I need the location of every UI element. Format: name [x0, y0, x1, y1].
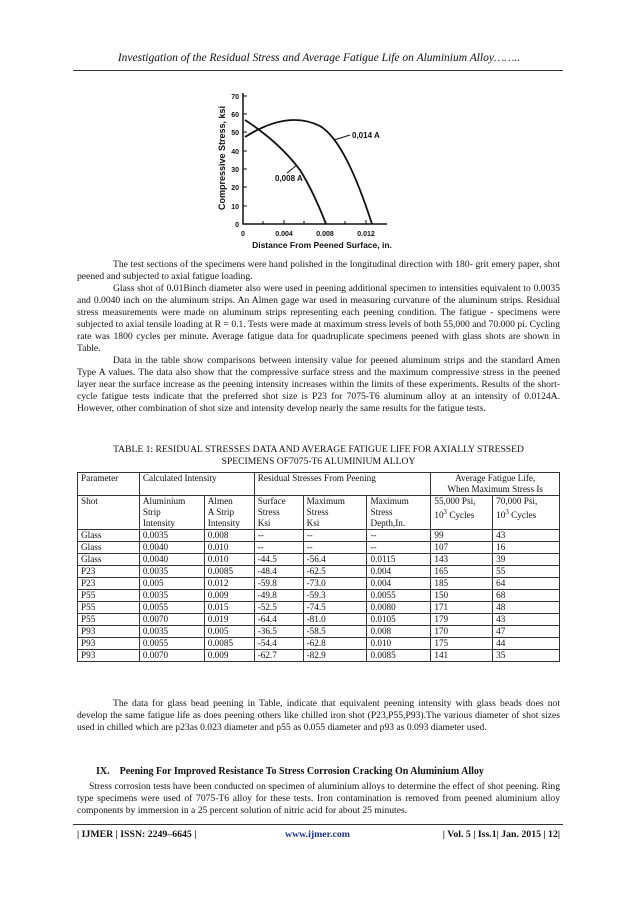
footer-volume: | Vol. 5 | Iss.1| Jan. 2015 | 12|: [442, 829, 560, 840]
header-line: Depth,In.: [370, 518, 406, 528]
stress-depth-figure: [205, 78, 420, 253]
table-row: [78, 650, 560, 662]
table-body: [78, 530, 560, 662]
x-tick-label: 0: [241, 231, 245, 238]
header-maximum-stress: [303, 496, 367, 530]
table-cell: 0.009: [204, 590, 254, 602]
table-cell: 35: [493, 650, 560, 662]
footer-journal: | IJMER | ISSN: 2249–6645 |: [77, 829, 197, 840]
header-line: Maximum: [306, 496, 345, 506]
table-cell: -58.5: [303, 626, 367, 638]
table-cell: -44.5: [254, 554, 303, 566]
table-cell: P23: [78, 578, 140, 590]
header-surface-stress: [254, 496, 303, 530]
paragraph-glass-bead: The data for glass bead peening in Table, indicate that equivalent peening intensity with glass beads does not develop the same fatigue life as does peening others like chilled iron shot (P23,P55,P93).The various diameter of shot sizes used in chilled which are p23as 0.023 diameter and p55 as 0.055 diameter and p93 as 0.093 diameter used.: [77, 698, 560, 733]
table-cell: P55: [78, 614, 140, 626]
paragraph-test-sections: The test sections of the specimens were hand polished in the longitudinal direction with 180- grit emery paper, shot peened and subjected to axial fatigue loading.: [77, 259, 560, 282]
paragraph-stress-corrosion: Stress corrosion tests have been conducted on specimen of aluminium alloys to determine the effect of shot peening. Ring type specimens were used of 7075-T6 alloy for these tests. Iron contamination is removed from peened aluminium alloy components by immersion in a 25 percent solution of nitric acid for about 25 minutes.: [77, 781, 560, 816]
table-cell: 107: [431, 542, 493, 554]
header-70000-psi: [493, 496, 560, 530]
table-cell: -62.8: [303, 638, 367, 650]
header-shot: Shot: [78, 496, 140, 530]
table-sub-header-row: [78, 496, 560, 530]
power-base: 10: [496, 510, 506, 521]
header-line: Ksi: [257, 518, 271, 528]
table-cell: 0.004: [367, 578, 431, 590]
table-cell: Glass: [78, 554, 140, 566]
table-cell: 0.0085: [204, 566, 254, 578]
curve-label-0014: 0,014 A: [352, 131, 380, 140]
table-cell: 0.0080: [367, 602, 431, 614]
table-cell: --: [303, 542, 367, 554]
table-cell: -73.0: [303, 578, 367, 590]
table-row: [78, 578, 560, 590]
table-cell: -36.5: [254, 626, 303, 638]
header-55000-psi: [431, 496, 493, 530]
table-cell: 0.0085: [367, 650, 431, 662]
table-cell: -82.9: [303, 650, 367, 662]
table-cell: -62.7: [254, 650, 303, 662]
table-cell: --: [303, 530, 367, 542]
table-cell: 64: [493, 578, 560, 590]
table-row: [78, 590, 560, 602]
table-cell: 0.0035: [139, 566, 204, 578]
table-caption: [77, 444, 560, 467]
table-cell: 0.010: [204, 542, 254, 554]
x-tick-label: 0.008: [316, 231, 334, 238]
table-cell: 0.012: [204, 578, 254, 590]
footer-rule: [73, 824, 563, 825]
table-cell: 0.0055: [139, 638, 204, 650]
section-heading: [96, 766, 484, 777]
table-cell: 179: [431, 614, 493, 626]
y-tick-label: 20: [231, 185, 239, 192]
table-cell: --: [367, 542, 431, 554]
table-cell: -59.3: [303, 590, 367, 602]
cycles-unit: Cycles: [449, 510, 475, 521]
header-calculated-intensity: Calculated Intensity: [139, 473, 254, 496]
table-cell: 171: [431, 602, 493, 614]
y-tick-label: 70: [231, 94, 239, 101]
table-cell: 0.0055: [367, 590, 431, 602]
table-cell: P93: [78, 638, 140, 650]
header-aluminium-strip: [139, 496, 204, 530]
table-cell: 0.0035: [139, 530, 204, 542]
table-cell: --: [254, 542, 303, 554]
table-cell: 0.0035: [139, 626, 204, 638]
table-cell: 0.0055: [139, 602, 204, 614]
table-cell: 143: [431, 554, 493, 566]
header-residual-stresses: Residual Stresses From Peening: [254, 473, 431, 496]
table-cell: 0.0115: [367, 554, 431, 566]
table-cell: -62.5: [303, 566, 367, 578]
section-title: Peening For Improved Resistance To Stress Corrosion Cracking On Aluminium Alloy: [119, 766, 484, 777]
table-cell: 0.008: [367, 626, 431, 638]
header-line: Strip: [142, 507, 161, 517]
power-exponent: 3: [505, 508, 509, 516]
table-cell: 68: [493, 590, 560, 602]
header-line: [496, 507, 556, 521]
header-maximum-stress-depth: [367, 496, 431, 530]
table-cell: -64.4: [254, 614, 303, 626]
label-leader-0008: [287, 165, 297, 173]
header-line: Stress: [306, 507, 329, 517]
table-cell: 48: [493, 602, 560, 614]
table-cell: P93: [78, 650, 140, 662]
table-group-header-row: [78, 473, 560, 496]
table-row: [78, 602, 560, 614]
x-tick-label: 0.012: [357, 231, 375, 238]
header-line: Stress: [257, 507, 280, 517]
paragraph-data-table: Data in the table show comparisons between intensity value for peened aluminum strips and the standard Amen Type A values. The data also show that the compressive surface stress and the maximum compressive stress in the peened layer near the surface increase as the peening intensity increases within the limits of these experiments. Results of the short-cycle fatigue tests indicate that the preferred shot size is P23 for 7075-T6 aluminum alloy at an intensity of 0.0124A. However, other combination of shot size and intensity develop nearly the same results for the fatigue tests.: [77, 355, 560, 414]
table-row: [78, 626, 560, 638]
header-line: Stress: [370, 507, 393, 517]
curve-label-0008: 0,008 A: [275, 174, 303, 183]
paragraph-glass-shot: Glass shot of 0.01Binch diameter also were used in peening additional specimen to intensities equivalent to 0.0035 and 0.0040 inch on the aluminum strips. An Almen gage war used in measuring curvature of the aluminum strips. Residual stress measurements were made on aluminum strips representing each peening condition. The fatigue - specimens were subjected to axial tensile loading at R = 0.1. Tests were made at maximum stress levels of both 55,000 and 70.000 pi. Cycling rate was 1800 cycles per minute. Average fatigue data for quadruplicate specimens peened with glass shots are shown in Table.: [77, 283, 560, 354]
table-cell: 0.0085: [204, 638, 254, 650]
table-caption-line1: TABLE 1: RESIDUAL STRESSES DATA AND AVERAGE FATIGUE LIFE FOR AXIALLY STRESSED: [113, 444, 524, 455]
y-tick-label: 60: [231, 112, 239, 119]
table-cell: Glass: [78, 530, 140, 542]
table-cell: 55: [493, 566, 560, 578]
table-row: [78, 554, 560, 566]
figure-xlabel: Distance From Peened Surface, in.: [252, 240, 392, 250]
header-line: 70,000 Psi,: [496, 496, 538, 506]
label-leader-0014: [334, 135, 350, 140]
table-cell: Glass: [78, 542, 140, 554]
running-header: Investigation of the Residual Stress and Average Fatigue Life on Aluminium Alloy……..: [117, 52, 521, 64]
table-caption-line2: SPECIMENS OF7075-T6 ALUMINIUM ALLOY: [221, 455, 416, 467]
table-cell: 99: [431, 530, 493, 542]
header-line: Almen: [207, 496, 233, 506]
y-tick-label: 50: [231, 130, 239, 137]
table-cell: 0.019: [204, 614, 254, 626]
table-cell: 150: [431, 590, 493, 602]
table-cell: 0.008: [204, 530, 254, 542]
table-cell: 0.010: [204, 554, 254, 566]
table-cell: -49.8: [254, 590, 303, 602]
table-cell: 0.0035: [139, 590, 204, 602]
table-cell: 0.0040: [139, 554, 204, 566]
table-cell: P55: [78, 602, 140, 614]
header-line: Ksi: [306, 518, 320, 528]
x-tick-label: 0.004: [275, 231, 293, 238]
header-fatigue-line2: When Maximum Stress Is: [447, 484, 544, 494]
table-cell: 0.0070: [139, 650, 204, 662]
cycles-unit: Cycles: [511, 510, 537, 521]
table-cell: 0.009: [204, 650, 254, 662]
header-line: [434, 507, 489, 521]
table-cell: --: [254, 530, 303, 542]
table-cell: P55: [78, 590, 140, 602]
table-row: [78, 542, 560, 554]
table-cell: 185: [431, 578, 493, 590]
header-line: Intensity: [207, 518, 240, 528]
table-cell: -74.5: [303, 602, 367, 614]
header-line: Surface: [257, 496, 286, 506]
table-cell: 170: [431, 626, 493, 638]
table-cell: 0.005: [139, 578, 204, 590]
table-cell: 0.015: [204, 602, 254, 614]
table-cell: 0.0070: [139, 614, 204, 626]
table-cell: 0.0105: [367, 614, 431, 626]
power-base: 10: [434, 510, 444, 521]
header-line: Aluminium: [142, 496, 186, 506]
table-cell: 16: [493, 542, 560, 554]
table-cell: 175: [431, 638, 493, 650]
y-tick-label: 30: [231, 167, 239, 174]
table-cell: 0.0040: [139, 542, 204, 554]
table-cell: -48.4: [254, 566, 303, 578]
y-tick-label: 10: [231, 204, 239, 211]
header-line: Maximum: [370, 496, 409, 506]
fatigue-table: [77, 472, 560, 662]
table-cell: 165: [431, 566, 493, 578]
y-tick-label: 0: [235, 222, 239, 229]
table-row: [78, 614, 560, 626]
header-line: 55,000 Psi,: [434, 496, 476, 506]
table-cell: -59.8: [254, 578, 303, 590]
table-cell: -52.5: [254, 602, 303, 614]
table-cell: 141: [431, 650, 493, 662]
header-line: A Strip: [207, 507, 235, 517]
table-cell: 0.004: [367, 566, 431, 578]
header-fatigue-line1: Average Fatigue Life,: [455, 473, 536, 483]
table-cell: -56.4: [303, 554, 367, 566]
table-row: [78, 638, 560, 650]
table-cell: 43: [493, 614, 560, 626]
section-number: IX.: [96, 766, 110, 777]
power-exponent: 3: [443, 508, 448, 516]
table-cell: -54.4: [254, 638, 303, 650]
table-cell: 39: [493, 554, 560, 566]
header-line: Intensity: [142, 518, 176, 528]
header-almen-strip: [204, 496, 254, 530]
figure-ylabel: Compressive Stress, ksi: [217, 105, 227, 211]
table-cell: P93: [78, 626, 140, 638]
table-row: [78, 530, 560, 542]
table-cell: 0.005: [204, 626, 254, 638]
header-fatigue-life: [431, 473, 560, 496]
table-cell: 44: [493, 638, 560, 650]
table-row: [78, 566, 560, 578]
curve-0008A: [245, 120, 326, 224]
table-cell: 47: [493, 626, 560, 638]
table-cell: 0.010: [367, 638, 431, 650]
y-tick-label: 40: [231, 149, 239, 156]
table-cell: -81.0: [303, 614, 367, 626]
table-cell: --: [367, 530, 431, 542]
table-cell: P23: [78, 566, 140, 578]
footer-link[interactable]: www.ijmer.com: [285, 829, 350, 840]
header-parameter: Parameter: [78, 473, 140, 496]
header-rule: [73, 70, 563, 71]
table-cell: 43: [493, 530, 560, 542]
